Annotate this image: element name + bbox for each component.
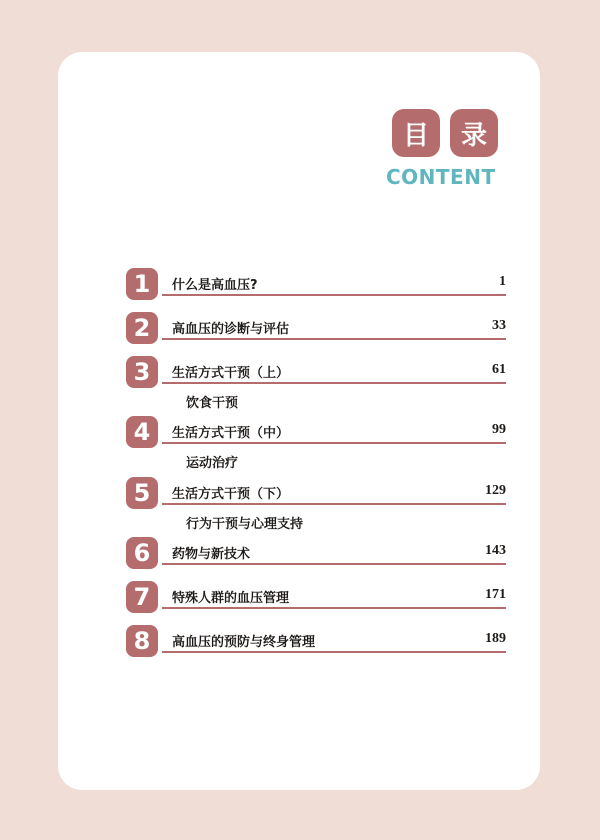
divider (162, 442, 506, 444)
page-number: 171 (485, 587, 506, 602)
chapter-title: 药物与新技术 (172, 547, 251, 562)
chapter-subtitle: 饮食干预 (186, 396, 239, 411)
page-number: 129 (485, 483, 506, 498)
chapter-title: 高血压的预防与终身管理 (172, 635, 316, 650)
chapter-title: 什么是高血压? (172, 278, 258, 293)
page-number: 99 (492, 422, 506, 437)
page-number: 61 (492, 362, 506, 377)
divider (162, 563, 506, 565)
chapter-title: 高血压的诊断与评估 (172, 322, 290, 337)
title-char-box: 目 (392, 109, 440, 157)
chapter-number: 1 (126, 268, 158, 300)
divider (162, 607, 506, 609)
chapter-subtitle: 行为干预与心理支持 (186, 517, 304, 532)
chapter-number: 8 (126, 625, 158, 657)
chapter-title: 特殊人群的血压管理 (172, 591, 290, 606)
chapter-number: 3 (126, 356, 158, 388)
divider (162, 294, 506, 296)
chapter-title: 生活方式干预（中） (172, 426, 290, 441)
chapter-subtitle: 运动治疗 (186, 456, 239, 471)
chapter-number: 5 (126, 477, 158, 509)
page-number: 33 (492, 318, 506, 333)
page-number: 143 (485, 543, 506, 558)
title-char-box: 录 (450, 109, 498, 157)
chapter-title: 生活方式干预（下） (172, 487, 290, 502)
chapter-number: 6 (126, 537, 158, 569)
divider (162, 382, 506, 384)
divider (162, 338, 506, 340)
chapter-number: 2 (126, 312, 158, 344)
divider (162, 503, 506, 505)
chapter-number: 7 (126, 581, 158, 613)
page-number: 189 (485, 631, 506, 646)
chapter-title: 生活方式干预（上） (172, 366, 290, 381)
content-subtitle: CONTENT (386, 165, 496, 189)
page-number: 1 (499, 274, 506, 289)
divider (162, 651, 506, 653)
chapter-number: 4 (126, 416, 158, 448)
